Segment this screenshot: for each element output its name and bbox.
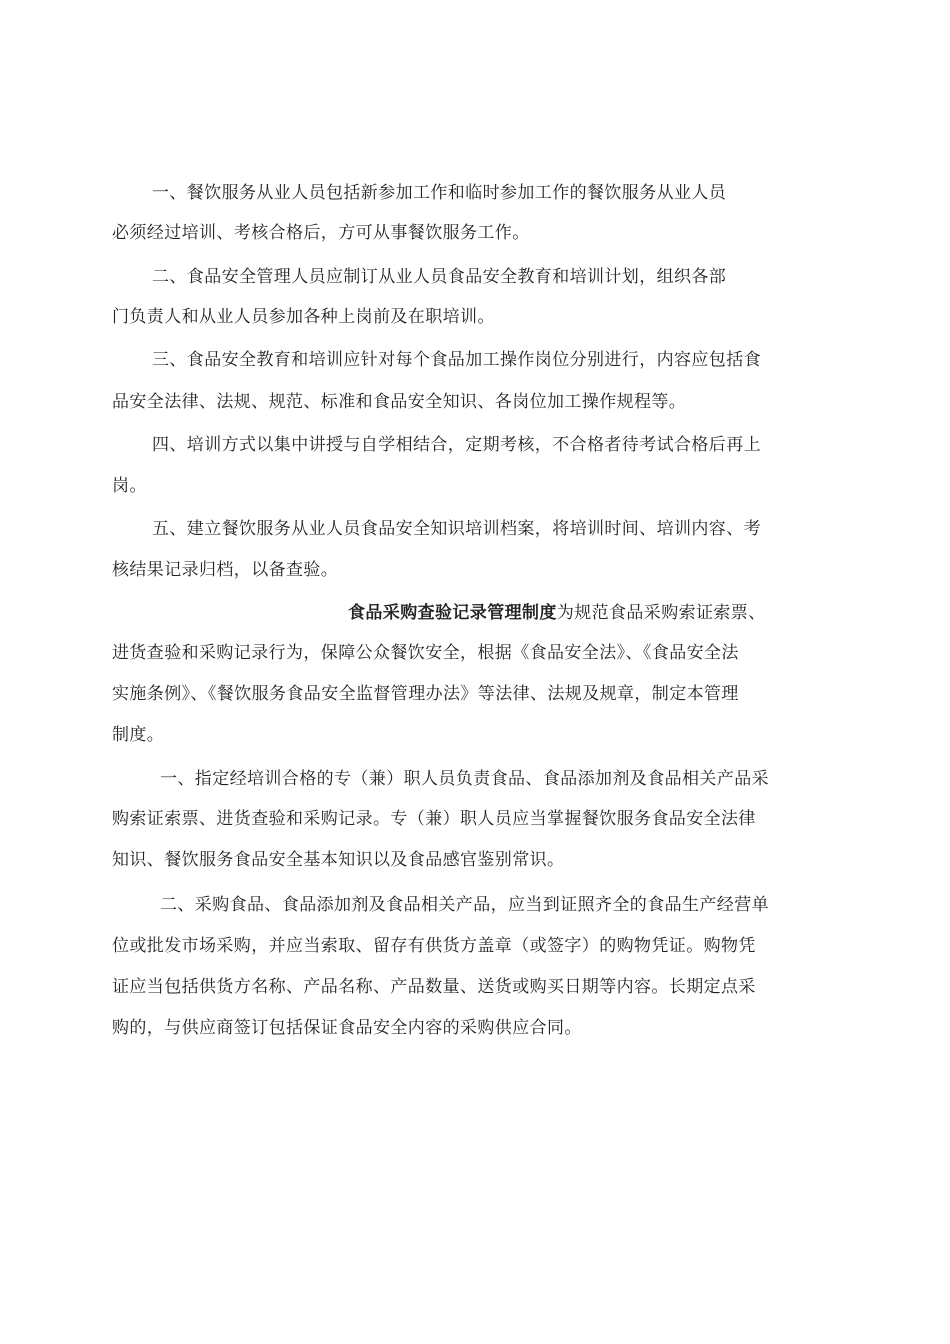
paragraph-line: 一、餐饮服务从业人员包括新参加工作和临时参加工作的餐饮服务从业人员 <box>152 183 727 203</box>
section-title: 食品采购查验记录管理制度 <box>348 603 557 623</box>
paragraph-line: 证应当包括供货方名称、产品名称、产品数量、送货或购买日期等内容。长期定点采 <box>112 977 756 997</box>
paragraph-line: 门负责人和从业人员参加各种上岗前及在职培训。 <box>112 307 495 327</box>
paragraph-line: 二、采购食品、食品添加剂及食品相关产品，应当到证照齐全的食品生产经营单 <box>160 895 769 915</box>
paragraph-line: 位或批发市场采购，并应当索取、留存有供货方盖章（或签字）的购物凭证。购物凭 <box>112 936 756 956</box>
paragraph-line: 核结果记录归档，以备查验。 <box>112 560 339 580</box>
paragraph-line: 二、食品安全管理人员应制订从业人员食品安全教育和培训计划，组织各部 <box>152 267 727 287</box>
paragraph-line: 品安全法律、法规、规范、标准和食品安全知识、各岗位加工操作规程等。 <box>112 392 687 412</box>
paragraph-line: 必须经过培训、考核合格后，方可从事餐饮服务工作。 <box>112 223 530 243</box>
section-intro: 为规范食品采购索证索票、 <box>556 603 766 623</box>
section-heading-line <box>348 601 842 625</box>
paragraph-line: 四、培训方式以集中讲授与自学相结合，定期考核，不合格者待考试合格后再上 <box>152 435 761 455</box>
paragraph-line: 购的，与供应商签订包括保证食品安全内容的采购供应合同。 <box>112 1018 582 1038</box>
paragraph-line: 购索证索票、进货查验和采购记录。专（兼）职人员应当掌握餐饮服务食品安全法律 <box>112 809 756 829</box>
paragraph-line: 岗。 <box>112 476 147 496</box>
paragraph-line: 进货查验和采购记录行为，保障公众餐饮安全，根据《食品安全法》、《食品安全法 <box>112 643 739 663</box>
paragraph-line: 五、建立餐饮服务从业人员食品安全知识培训档案，将培训时间、培训内容、考 <box>152 519 761 539</box>
paragraph-line: 三、食品安全教育和培训应针对每个食品加工操作岗位分别进行，内容应包括食 <box>152 350 761 370</box>
paragraph-line: 一、指定经培训合格的专（兼）职人员负责食品、食品添加剂及食品相关产品采 <box>160 769 769 789</box>
paragraph-line: 制度。 <box>112 725 165 745</box>
paragraph-line: 知识、餐饮服务食品安全基本知识以及食品感官鉴别常识。 <box>112 850 565 870</box>
paragraph-line: 实施条例》、《餐饮服务食品安全监督管理办法》等法律、法规及规章，制定本管理 <box>112 684 739 704</box>
